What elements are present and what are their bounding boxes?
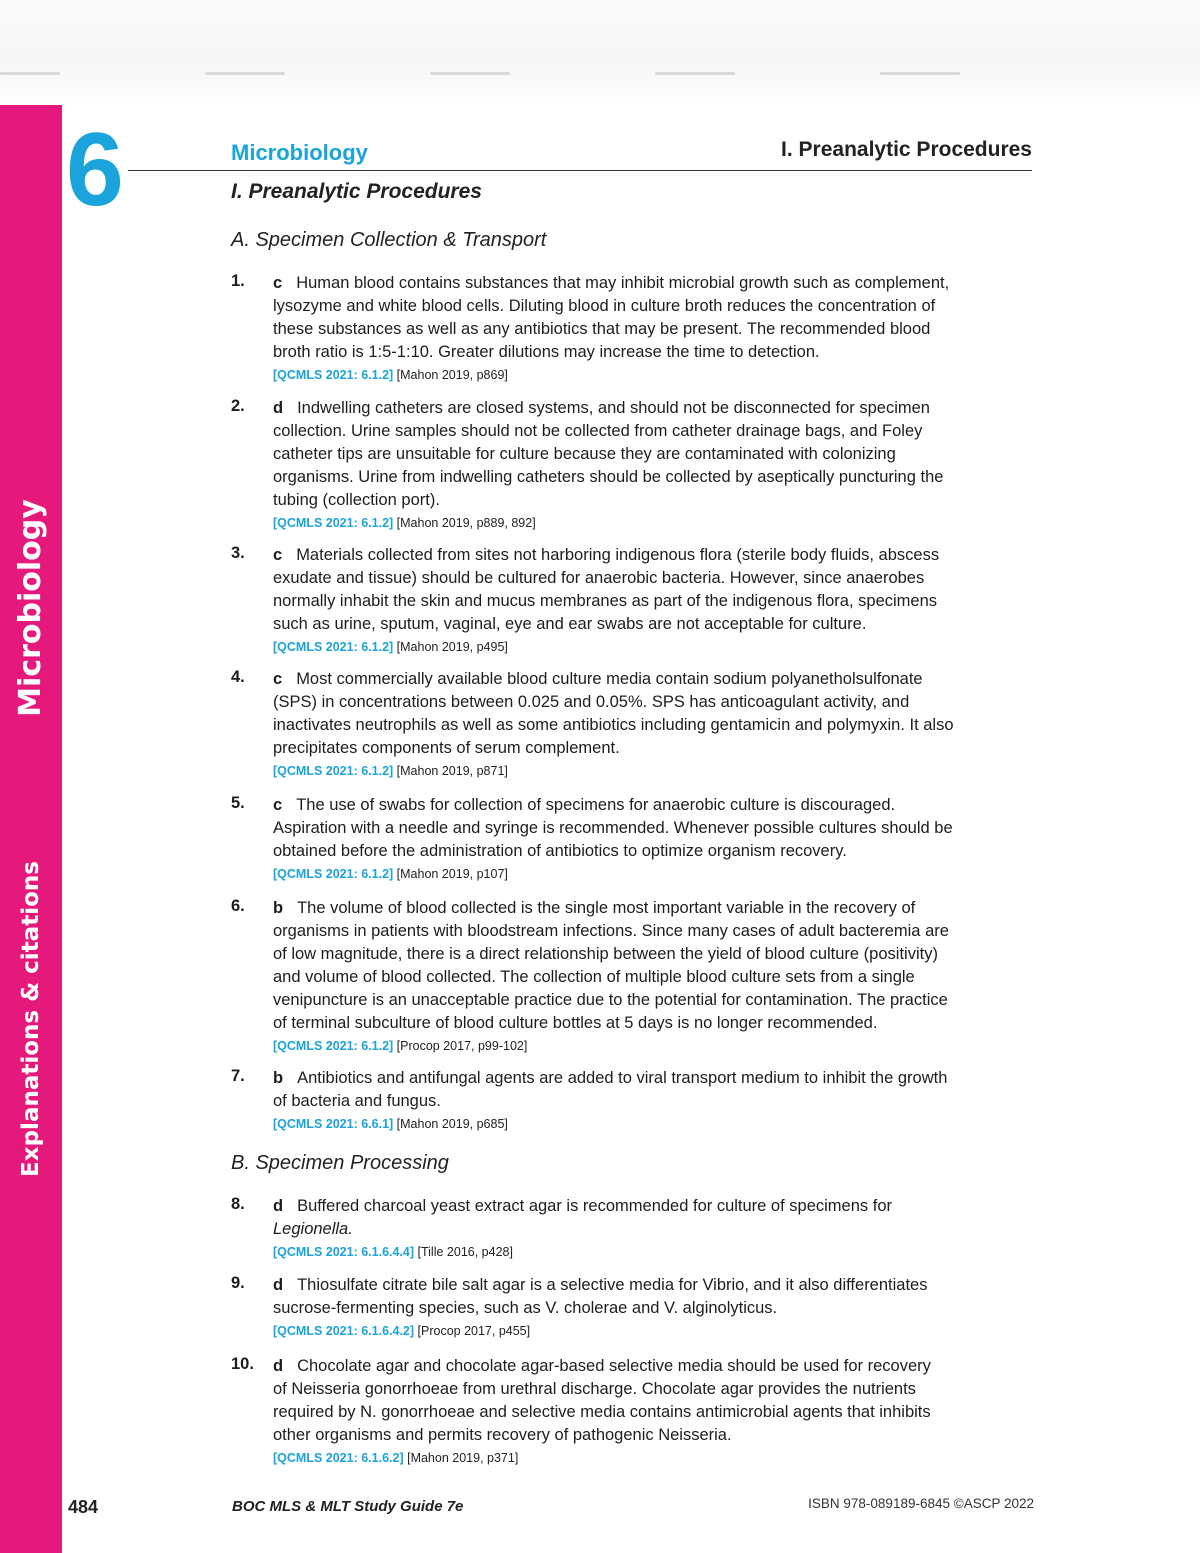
explanation-line: Indwelling catheters are closed systems, and should not be disconnected for specimen xyxy=(297,399,930,417)
citation xyxy=(273,761,1031,781)
citation-key: [QCMLS 2021: 6.1.2] xyxy=(273,764,394,778)
citation xyxy=(273,365,1031,385)
answer-line xyxy=(273,794,1031,817)
explanation-line: The volume of blood collected is the single most important variable in the recovery of xyxy=(297,899,916,917)
book-title: BOC MLS & MLT Study Guide 7e xyxy=(232,1498,464,1515)
explanation-line: normally inhabit the skin and mucus membranes as part of the indigenous flora, specimens xyxy=(273,592,938,610)
answer-line xyxy=(273,1274,1031,1297)
answer-line xyxy=(273,397,1031,420)
answer-letter: d xyxy=(273,1276,284,1294)
answer-letter: b xyxy=(273,1069,284,1087)
citation xyxy=(273,1242,1031,1262)
side-tab-subtitle: Explanations & citations xyxy=(18,861,44,1177)
citation-source: [Procop 2017, p455] xyxy=(417,1324,531,1338)
citation-source: [Mahon 2019, p495] xyxy=(396,640,508,654)
answer-line xyxy=(273,1355,1031,1378)
question-number: 2. xyxy=(231,397,245,415)
scan-artifact xyxy=(0,72,60,75)
side-tab-title: Microbiology xyxy=(13,499,48,717)
scan-artifact xyxy=(205,72,285,75)
citation-key: [QCMLS 2021: 6.1.6.4.4] xyxy=(273,1245,415,1259)
explanation-line: Chocolate agar and chocolate agar-based selective media should be used for recovery xyxy=(297,1357,931,1375)
answer-line xyxy=(273,544,1031,567)
explanation-line: catheter tips are unsuitable for culture because they are contaminated with colonizing xyxy=(273,445,896,463)
chapter-title: Microbiology xyxy=(231,140,368,165)
answer-letter: c xyxy=(273,274,283,292)
answer-letter: d xyxy=(273,1357,284,1375)
question-number: 9. xyxy=(231,1274,245,1292)
header-rule xyxy=(128,170,1032,171)
citation xyxy=(273,513,1031,533)
citation xyxy=(273,1448,1031,1468)
answer-line xyxy=(273,897,1031,920)
answer-letter: d xyxy=(273,399,284,417)
citation xyxy=(273,1114,1031,1134)
answer-line xyxy=(273,1067,1031,1090)
citation-key: [QCMLS 2021: 6.1.2] xyxy=(273,867,394,881)
subsection-heading: A. Specimen Collection & Transport xyxy=(231,229,547,251)
question-item xyxy=(231,1067,1031,1134)
scan-artifact xyxy=(655,72,735,75)
explanation-line: these substances as well as any antibiotics that may be present. The recommended blood xyxy=(273,320,931,338)
question-item xyxy=(231,794,1031,884)
explanation-line: obtained before the administration of antibiotics to optimize organism recovery. xyxy=(273,842,847,860)
citation-key: [QCMLS 2021: 6.1.2] xyxy=(273,516,394,530)
scan-artifact xyxy=(880,72,960,75)
citation xyxy=(273,1036,1031,1056)
question-number: 1. xyxy=(231,272,245,290)
explanation-line: required by N. gonorrhoeae and selective media contains antimicrobial agents that inhibits xyxy=(273,1403,931,1421)
explanation-line: broth ratio is 1:5-1:10. Greater dilutions may increase the time to detection. xyxy=(273,343,820,361)
explanation-line: collection. Urine samples should not be collected from catheter drainage bags, and Foley xyxy=(273,422,923,440)
citation-source: [Mahon 2019, p869] xyxy=(396,368,508,382)
section-title: I. Preanalytic Procedures xyxy=(231,180,482,203)
answer-letter: b xyxy=(273,899,284,917)
citation-key: [QCMLS 2021: 6.1.2] xyxy=(273,640,394,654)
question-number: 4. xyxy=(231,668,245,686)
question-item xyxy=(231,1274,1031,1341)
isbn-copyright: ISBN 978-089189-6845 ©ASCP 2022 xyxy=(808,1496,1034,1511)
citation-source: [Mahon 2019, p107] xyxy=(396,867,508,881)
answer-letter: d xyxy=(273,1197,284,1215)
citation-key: [QCMLS 2021: 6.6.1] xyxy=(273,1117,394,1131)
answer-letter: c xyxy=(273,796,283,814)
explanation-line: Thiosulfate citrate bile salt agar is a selective media for Vibrio, and it also differentiates xyxy=(297,1276,928,1294)
answer-letter: c xyxy=(273,670,283,688)
explanation-line: of terminal subculture of blood culture bottles at 5 days is no longer recommended. xyxy=(273,1014,878,1032)
citation xyxy=(273,864,1031,884)
citation-source: [Mahon 2019, p371] xyxy=(407,1451,519,1465)
explanation-line: of Neisseria gonorrhoeae from urethral discharge. Chocolate agar provides the nutrients xyxy=(273,1380,916,1398)
citation-key: [QCMLS 2021: 6.1.6.2] xyxy=(273,1451,404,1465)
explanation-line: Materials collected from sites not harboring indigenous flora (sterile body fluids, abscess xyxy=(296,546,940,564)
explanation-line: other organisms and permits recovery of pathogenic Neisseria. xyxy=(273,1426,732,1444)
explanation-line: lysozyme and white blood cells. Diluting blood in culture broth reduces the concentration of xyxy=(273,297,936,315)
question-number: 8. xyxy=(231,1195,245,1213)
question-number: 5. xyxy=(231,794,245,812)
citation xyxy=(273,637,1031,657)
citation-source: [Mahon 2019, p871] xyxy=(396,764,508,778)
scan-artifact xyxy=(430,72,510,75)
answer-line xyxy=(273,1195,1031,1218)
explanation-line: Most commercially available blood culture media contain sodium polyanetholsulfonate xyxy=(296,670,923,688)
explanation-line: Aspiration with a needle and syringe is recommended. Whenever possible cultures should be xyxy=(273,819,953,837)
explanation-line: organisms in patients with bloodstream infections. Since many cases of adult bacteremia are xyxy=(273,922,949,940)
explanation-line: Buffered charcoal yeast extract agar is recommended for culture of specimens for xyxy=(297,1197,892,1215)
page-number: 484 xyxy=(68,1497,99,1517)
explanation-line: such as urine, sputum, vaginal, eye and ear swabs are not acceptable for culture. xyxy=(273,615,867,633)
citation-key: [QCMLS 2021: 6.1.6.4.2] xyxy=(273,1324,415,1338)
explanation-line: organisms. Urine from indwelling catheters should be collected by aseptically puncturing the xyxy=(273,468,944,486)
explanation-line: of low magnitude, there is a direct relationship between the yield of blood culture (positivity) xyxy=(273,945,938,963)
citation-source: [Tille 2016, p428] xyxy=(417,1245,513,1259)
explanation-line: Human blood contains substances that may inhibit microbial growth such as complement, xyxy=(296,274,950,292)
explanation-line: Antibiotics and antifungal agents are added to viral transport medium to inhibit the growth xyxy=(297,1069,948,1087)
explanation-line: venipuncture is an unacceptable practice due to the potential for contamination. The practice xyxy=(273,991,948,1009)
citation xyxy=(273,1321,1031,1341)
explanation-line: Legionella. xyxy=(273,1220,353,1238)
explanation-line: The use of swabs for collection of specimens for anaerobic culture is discouraged. xyxy=(296,796,896,814)
explanation-line: and volume of blood collected. The collection of multiple blood culture sets from a single xyxy=(273,968,915,986)
question-item xyxy=(231,272,1031,385)
citation-source: [Mahon 2019, p889, 892] xyxy=(396,516,536,530)
question-item xyxy=(231,544,1031,657)
explanation-line: tubing (collection port). xyxy=(273,491,440,509)
question-item xyxy=(231,397,1031,533)
citation-source: [Mahon 2019, p685] xyxy=(396,1117,508,1131)
answer-letter: c xyxy=(273,546,283,564)
question-item xyxy=(231,1355,1031,1468)
subsection-heading: B. Specimen Processing xyxy=(231,1152,449,1174)
answer-line xyxy=(273,272,1031,295)
explanation-line: precipitates components of serum complement. xyxy=(273,739,620,757)
answer-line xyxy=(273,668,1031,691)
explanation-line: sucrose-fermenting species, such as V. cholerae and V. alginolyticus. xyxy=(273,1299,778,1317)
citation-key: [QCMLS 2021: 6.1.2] xyxy=(273,1039,394,1053)
question-item xyxy=(231,668,1031,781)
explanation-line: inactivates neutrophils as well as some antibiotics including gentamicin and polymyxin. It also xyxy=(273,716,954,734)
question-number: 3. xyxy=(231,544,245,562)
scan-margin xyxy=(0,0,1200,105)
explanation-line: of bacteria and fungus. xyxy=(273,1092,441,1110)
explanation-line: (SPS) in concentrations between 0.025 and 0.05%. SPS has anticoagulant activity, and xyxy=(273,693,910,711)
chapter-number: 6 xyxy=(66,112,124,228)
question-number: 7. xyxy=(231,1067,245,1085)
citation-source: [Procop 2017, p99-102] xyxy=(396,1039,528,1053)
chapter-side-tab xyxy=(0,105,62,1553)
question-number: 10. xyxy=(231,1355,254,1373)
citation-key: [QCMLS 2021: 6.1.2] xyxy=(273,368,394,382)
question-item xyxy=(231,1195,1031,1262)
question-number: 6. xyxy=(231,897,245,915)
question-item xyxy=(231,897,1031,1056)
running-head: I. Preanalytic Procedures xyxy=(781,138,1032,161)
explanation-line: exudate and tissue) should be cultured for anaerobic bacteria. However, since anaerobes xyxy=(273,569,925,587)
